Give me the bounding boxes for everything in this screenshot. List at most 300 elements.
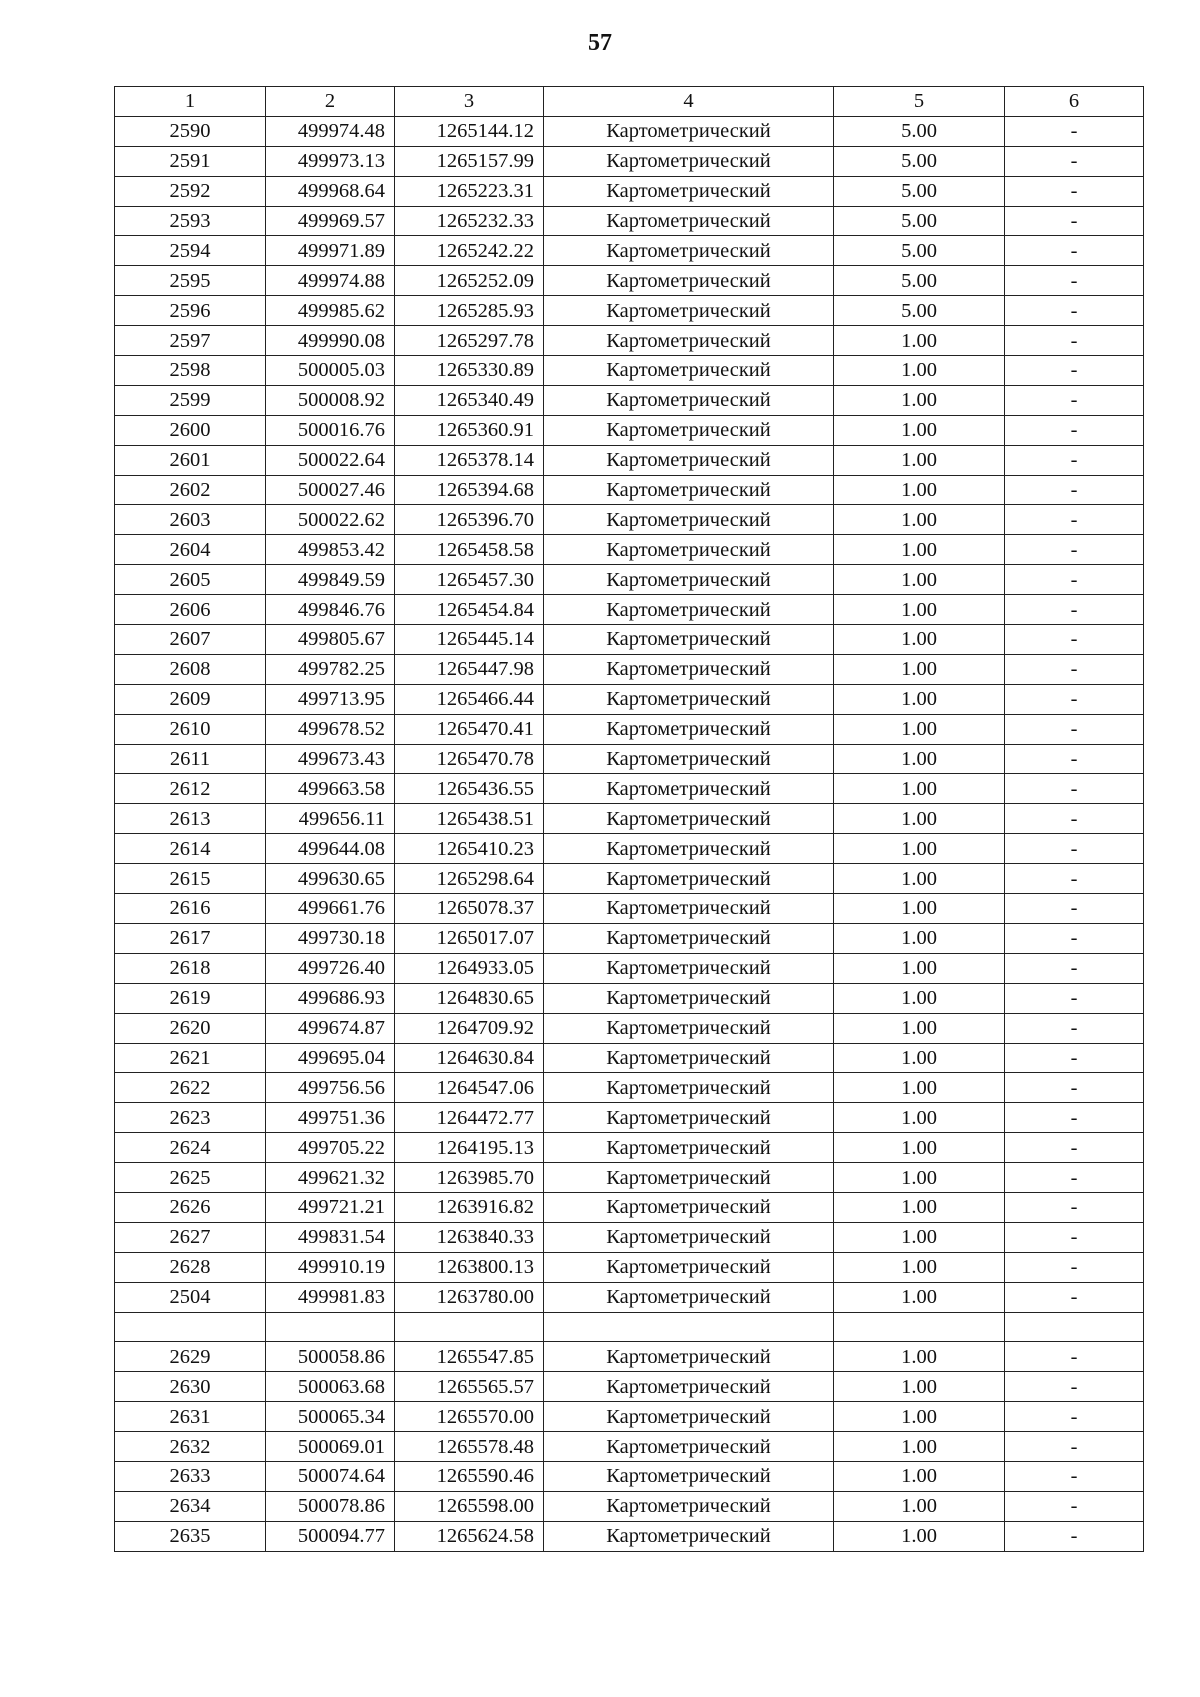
table-row — [115, 266, 1144, 296]
accuracy-cell: 1.00 — [834, 1461, 1005, 1491]
point-number-cell: 2621 — [115, 1043, 266, 1073]
x-coordinate-cell: 499678.52 — [266, 714, 395, 744]
x-coordinate-cell: 499853.42 — [266, 535, 395, 565]
point-number-cell: 2603 — [115, 505, 266, 535]
description-cell: - — [1005, 116, 1144, 146]
x-coordinate-cell: 499621.32 — [266, 1163, 395, 1193]
x-coordinate-cell: 499831.54 — [266, 1222, 395, 1252]
description-cell: - — [1005, 236, 1144, 266]
method-cell: Картометрический — [544, 1073, 834, 1103]
y-coordinate-cell: 1265438.51 — [395, 804, 544, 834]
accuracy-cell: 1.00 — [834, 1402, 1005, 1432]
method-cell: Картометрический — [544, 206, 834, 236]
y-coordinate-cell: 1265470.78 — [395, 744, 544, 774]
description-cell: - — [1005, 953, 1144, 983]
accuracy-cell: 1.00 — [834, 565, 1005, 595]
y-coordinate-cell: 1264547.06 — [395, 1073, 544, 1103]
y-coordinate-cell: 1265232.33 — [395, 206, 544, 236]
accuracy-cell: 1.00 — [834, 804, 1005, 834]
table-row — [115, 1103, 1144, 1133]
accuracy-cell: 1.00 — [834, 714, 1005, 744]
method-cell: Картометрический — [544, 1192, 834, 1222]
description-cell: - — [1005, 1163, 1144, 1193]
table-row — [115, 1252, 1144, 1282]
table-row — [115, 1282, 1144, 1312]
y-coordinate-cell: 1265547.85 — [395, 1342, 544, 1372]
description-cell: - — [1005, 146, 1144, 176]
x-coordinate-cell: 499756.56 — [266, 1073, 395, 1103]
description-cell: - — [1005, 1013, 1144, 1043]
description-cell: - — [1005, 176, 1144, 206]
header-cell: 4 — [544, 87, 834, 117]
header-cell: 3 — [395, 87, 544, 117]
y-coordinate-cell: 1265340.49 — [395, 385, 544, 415]
y-coordinate-cell: 1263840.33 — [395, 1222, 544, 1252]
point-number-cell: 2625 — [115, 1163, 266, 1193]
method-cell: Картометрический — [544, 804, 834, 834]
y-coordinate-cell: 1265454.84 — [395, 595, 544, 625]
description-cell: - — [1005, 1222, 1144, 1252]
table-row — [115, 385, 1144, 415]
method-cell: Картометрический — [544, 1222, 834, 1252]
accuracy-cell: 1.00 — [834, 385, 1005, 415]
table-row — [115, 834, 1144, 864]
y-coordinate-cell: 1264709.92 — [395, 1013, 544, 1043]
accuracy-cell: 1.00 — [834, 1521, 1005, 1551]
accuracy-cell: 1.00 — [834, 356, 1005, 386]
accuracy-cell: 1.00 — [834, 505, 1005, 535]
y-coordinate-cell: 1265157.99 — [395, 146, 544, 176]
accuracy-cell: 1.00 — [834, 1372, 1005, 1402]
description-cell: - — [1005, 625, 1144, 655]
table-row — [115, 1402, 1144, 1432]
point-number-cell: 2622 — [115, 1073, 266, 1103]
method-cell: Картометрический — [544, 176, 834, 206]
accuracy-cell: 1.00 — [834, 625, 1005, 655]
y-coordinate-cell: 1264933.05 — [395, 953, 544, 983]
point-number-cell: 2617 — [115, 923, 266, 953]
table-row — [115, 356, 1144, 386]
method-cell: Картометрический — [544, 864, 834, 894]
y-coordinate-cell: 1265470.41 — [395, 714, 544, 744]
y-coordinate-cell: 1263916.82 — [395, 1192, 544, 1222]
point-number-cell: 2629 — [115, 1342, 266, 1372]
x-coordinate-cell: 500069.01 — [266, 1432, 395, 1462]
point-number-cell: 2593 — [115, 206, 266, 236]
table-row — [115, 744, 1144, 774]
description-cell: - — [1005, 565, 1144, 595]
y-coordinate-cell: 1264472.77 — [395, 1103, 544, 1133]
y-coordinate-cell: 1265624.58 — [395, 1521, 544, 1551]
description-cell: - — [1005, 1073, 1144, 1103]
table-row — [115, 864, 1144, 894]
x-coordinate-cell: 499971.89 — [266, 236, 395, 266]
y-coordinate-cell: 1265570.00 — [395, 1402, 544, 1432]
point-number-cell: 2606 — [115, 595, 266, 625]
accuracy-cell: 1.00 — [834, 326, 1005, 356]
y-coordinate-cell: 1265378.14 — [395, 445, 544, 475]
table-row — [115, 774, 1144, 804]
y-coordinate-cell: 1265242.22 — [395, 236, 544, 266]
point-number-cell: 2602 — [115, 475, 266, 505]
x-coordinate-cell: 500094.77 — [266, 1521, 395, 1551]
x-coordinate-cell: 499846.76 — [266, 595, 395, 625]
point-number-cell: 2623 — [115, 1103, 266, 1133]
table-row — [115, 1222, 1144, 1252]
x-coordinate-cell: 499713.95 — [266, 684, 395, 714]
method-cell: Картометрический — [544, 1133, 834, 1163]
table-row — [115, 804, 1144, 834]
accuracy-cell: 1.00 — [834, 1252, 1005, 1282]
method-cell: Картометрический — [544, 774, 834, 804]
x-coordinate-cell: 500008.92 — [266, 385, 395, 415]
point-number-cell: 2610 — [115, 714, 266, 744]
method-cell: Картометрический — [544, 296, 834, 326]
point-number-cell: 2613 — [115, 804, 266, 834]
point-number-cell: 2597 — [115, 326, 266, 356]
description-cell: - — [1005, 326, 1144, 356]
table-row — [115, 1192, 1144, 1222]
accuracy-cell: 1.00 — [834, 445, 1005, 475]
description-cell: - — [1005, 744, 1144, 774]
description-cell: - — [1005, 774, 1144, 804]
description-cell: - — [1005, 1043, 1144, 1073]
y-coordinate-cell: 1265017.07 — [395, 923, 544, 953]
x-coordinate-cell: 499673.43 — [266, 744, 395, 774]
method-cell: Картометрический — [544, 714, 834, 744]
empty-cell — [266, 1312, 395, 1342]
method-cell: Картометрический — [544, 1013, 834, 1043]
accuracy-cell: 5.00 — [834, 116, 1005, 146]
x-coordinate-cell: 499730.18 — [266, 923, 395, 953]
accuracy-cell: 1.00 — [834, 953, 1005, 983]
point-number-cell: 2620 — [115, 1013, 266, 1043]
description-cell: - — [1005, 595, 1144, 625]
x-coordinate-cell: 499981.83 — [266, 1282, 395, 1312]
empty-cell — [544, 1312, 834, 1342]
description-cell: - — [1005, 266, 1144, 296]
x-coordinate-cell: 499695.04 — [266, 1043, 395, 1073]
x-coordinate-cell: 500022.62 — [266, 505, 395, 535]
point-number-cell: 2611 — [115, 744, 266, 774]
method-cell: Картометрический — [544, 326, 834, 356]
description-cell: - — [1005, 1432, 1144, 1462]
y-coordinate-cell: 1265252.09 — [395, 266, 544, 296]
method-cell: Картометрический — [544, 684, 834, 714]
y-coordinate-cell: 1265410.23 — [395, 834, 544, 864]
method-cell: Картометрический — [544, 1402, 834, 1432]
accuracy-cell: 1.00 — [834, 415, 1005, 445]
method-cell: Картометрический — [544, 923, 834, 953]
table-row — [115, 1372, 1144, 1402]
x-coordinate-cell: 499674.87 — [266, 1013, 395, 1043]
x-coordinate-cell: 500005.03 — [266, 356, 395, 386]
point-number-cell: 2594 — [115, 236, 266, 266]
point-number-cell: 2614 — [115, 834, 266, 864]
table-row — [115, 146, 1144, 176]
table-row — [115, 1521, 1144, 1551]
y-coordinate-cell: 1265445.14 — [395, 625, 544, 655]
accuracy-cell: 5.00 — [834, 296, 1005, 326]
x-coordinate-cell: 499974.88 — [266, 266, 395, 296]
accuracy-cell: 1.00 — [834, 1043, 1005, 1073]
point-number-cell: 2592 — [115, 176, 266, 206]
method-cell: Картометрический — [544, 565, 834, 595]
y-coordinate-cell: 1265578.48 — [395, 1432, 544, 1462]
y-coordinate-cell: 1264630.84 — [395, 1043, 544, 1073]
x-coordinate-cell: 499661.76 — [266, 894, 395, 924]
description-cell: - — [1005, 654, 1144, 684]
y-coordinate-cell: 1263780.00 — [395, 1282, 544, 1312]
x-coordinate-cell: 500078.86 — [266, 1491, 395, 1521]
point-number-cell: 2616 — [115, 894, 266, 924]
page-number: 57 — [588, 30, 612, 56]
point-number-cell: 2618 — [115, 953, 266, 983]
x-coordinate-cell: 500074.64 — [266, 1461, 395, 1491]
accuracy-cell: 1.00 — [834, 1133, 1005, 1163]
description-cell: - — [1005, 415, 1144, 445]
empty-cell — [1005, 1312, 1144, 1342]
y-coordinate-cell: 1265457.30 — [395, 565, 544, 595]
method-cell: Картометрический — [544, 1342, 834, 1372]
table-row — [115, 714, 1144, 744]
method-cell: Картометрический — [544, 146, 834, 176]
description-cell: - — [1005, 983, 1144, 1013]
table-row — [115, 1013, 1144, 1043]
header-cell: 1 — [115, 87, 266, 117]
description-cell: - — [1005, 714, 1144, 744]
description-cell: - — [1005, 923, 1144, 953]
point-number-cell: 2635 — [115, 1521, 266, 1551]
method-cell: Картометрический — [544, 625, 834, 655]
y-coordinate-cell: 1265458.58 — [395, 535, 544, 565]
table-row — [115, 684, 1144, 714]
point-number-cell: 2628 — [115, 1252, 266, 1282]
group-separator-row — [115, 1312, 1144, 1342]
x-coordinate-cell: 499968.64 — [266, 176, 395, 206]
header-cell: 5 — [834, 87, 1005, 117]
x-coordinate-cell: 500022.64 — [266, 445, 395, 475]
table-row — [115, 1133, 1144, 1163]
accuracy-cell: 5.00 — [834, 206, 1005, 236]
table-row — [115, 565, 1144, 595]
x-coordinate-cell: 499910.19 — [266, 1252, 395, 1282]
accuracy-cell: 1.00 — [834, 1192, 1005, 1222]
y-coordinate-cell: 1265078.37 — [395, 894, 544, 924]
method-cell: Картометрический — [544, 475, 834, 505]
point-number-cell: 2605 — [115, 565, 266, 595]
y-coordinate-cell: 1263800.13 — [395, 1252, 544, 1282]
description-cell: - — [1005, 834, 1144, 864]
description-cell: - — [1005, 385, 1144, 415]
table-row — [115, 206, 1144, 236]
description-cell: - — [1005, 1491, 1144, 1521]
description-cell: - — [1005, 1282, 1144, 1312]
point-number-cell: 2604 — [115, 535, 266, 565]
table-row — [115, 1163, 1144, 1193]
description-cell: - — [1005, 684, 1144, 714]
y-coordinate-cell: 1265285.93 — [395, 296, 544, 326]
table-row — [115, 445, 1144, 475]
header-cell: 2 — [266, 87, 395, 117]
x-coordinate-cell: 499726.40 — [266, 953, 395, 983]
accuracy-cell: 1.00 — [834, 535, 1005, 565]
accuracy-cell: 1.00 — [834, 1073, 1005, 1103]
y-coordinate-cell: 1265447.98 — [395, 654, 544, 684]
method-cell: Картометрический — [544, 385, 834, 415]
method-cell: Картометрический — [544, 1043, 834, 1073]
point-number-cell: 2633 — [115, 1461, 266, 1491]
accuracy-cell: 1.00 — [834, 834, 1005, 864]
description-cell: - — [1005, 1461, 1144, 1491]
y-coordinate-cell: 1265598.00 — [395, 1491, 544, 1521]
method-cell: Картометрический — [544, 535, 834, 565]
description-cell: - — [1005, 356, 1144, 386]
description-cell: - — [1005, 1372, 1144, 1402]
point-number-cell: 2607 — [115, 625, 266, 655]
table-row — [115, 116, 1144, 146]
accuracy-cell: 1.00 — [834, 923, 1005, 953]
table-row — [115, 1491, 1144, 1521]
point-number-cell: 2591 — [115, 146, 266, 176]
y-coordinate-cell: 1265330.89 — [395, 356, 544, 386]
x-coordinate-cell: 499751.36 — [266, 1103, 395, 1133]
x-coordinate-cell: 500065.34 — [266, 1402, 395, 1432]
accuracy-cell: 1.00 — [834, 475, 1005, 505]
empty-cell — [834, 1312, 1005, 1342]
accuracy-cell: 1.00 — [834, 1013, 1005, 1043]
point-number-cell: 2601 — [115, 445, 266, 475]
x-coordinate-cell: 500016.76 — [266, 415, 395, 445]
point-number-cell: 2608 — [115, 654, 266, 684]
method-cell: Картометрический — [544, 1103, 834, 1133]
x-coordinate-cell: 499630.65 — [266, 864, 395, 894]
accuracy-cell: 1.00 — [834, 1282, 1005, 1312]
table-row — [115, 326, 1144, 356]
y-coordinate-cell: 1265394.68 — [395, 475, 544, 505]
point-number-cell: 2631 — [115, 1402, 266, 1432]
accuracy-cell: 1.00 — [834, 684, 1005, 714]
x-coordinate-cell: 499973.13 — [266, 146, 395, 176]
description-cell: - — [1005, 894, 1144, 924]
accuracy-cell: 1.00 — [834, 744, 1005, 774]
table-row — [115, 953, 1144, 983]
accuracy-cell: 1.00 — [834, 1432, 1005, 1462]
header-cell: 6 — [1005, 87, 1144, 117]
x-coordinate-cell: 499974.48 — [266, 116, 395, 146]
method-cell: Картометрический — [544, 1163, 834, 1193]
method-cell: Картометрический — [544, 894, 834, 924]
description-cell: - — [1005, 1342, 1144, 1372]
table-row — [115, 176, 1144, 206]
y-coordinate-cell: 1265396.70 — [395, 505, 544, 535]
method-cell: Картометрический — [544, 445, 834, 475]
method-cell: Картометрический — [544, 1491, 834, 1521]
description-cell: - — [1005, 1103, 1144, 1133]
table-row — [115, 505, 1144, 535]
method-cell: Картометрический — [544, 1372, 834, 1402]
point-number-cell: 2598 — [115, 356, 266, 386]
method-cell: Картометрический — [544, 1282, 834, 1312]
point-number-cell: 2615 — [115, 864, 266, 894]
empty-cell — [115, 1312, 266, 1342]
x-coordinate-cell: 499849.59 — [266, 565, 395, 595]
point-number-cell: 2612 — [115, 774, 266, 804]
accuracy-cell: 5.00 — [834, 236, 1005, 266]
x-coordinate-cell: 499969.57 — [266, 206, 395, 236]
x-coordinate-cell: 499644.08 — [266, 834, 395, 864]
method-cell: Картометрический — [544, 654, 834, 684]
method-cell: Картометрический — [544, 983, 834, 1013]
point-number-cell: 2624 — [115, 1133, 266, 1163]
accuracy-cell: 1.00 — [834, 654, 1005, 684]
y-coordinate-cell: 1265436.55 — [395, 774, 544, 804]
x-coordinate-cell: 499782.25 — [266, 654, 395, 684]
accuracy-cell: 1.00 — [834, 1491, 1005, 1521]
accuracy-cell: 1.00 — [834, 983, 1005, 1013]
point-number-cell: 2630 — [115, 1372, 266, 1402]
table-row — [115, 1043, 1144, 1073]
y-coordinate-cell: 1265144.12 — [395, 116, 544, 146]
description-cell: - — [1005, 475, 1144, 505]
point-number-cell: 2619 — [115, 983, 266, 1013]
description-cell: - — [1005, 1252, 1144, 1282]
y-coordinate-cell: 1265565.57 — [395, 1372, 544, 1402]
y-coordinate-cell: 1265466.44 — [395, 684, 544, 714]
table-row — [115, 1073, 1144, 1103]
point-number-cell: 2600 — [115, 415, 266, 445]
x-coordinate-cell: 500027.46 — [266, 475, 395, 505]
method-cell: Картометрический — [544, 116, 834, 146]
x-coordinate-cell: 499990.08 — [266, 326, 395, 356]
y-coordinate-cell: 1263985.70 — [395, 1163, 544, 1193]
description-cell: - — [1005, 445, 1144, 475]
x-coordinate-cell: 499656.11 — [266, 804, 395, 834]
description-cell: - — [1005, 1521, 1144, 1551]
table-row — [115, 415, 1144, 445]
x-coordinate-cell: 499985.62 — [266, 296, 395, 326]
accuracy-cell: 5.00 — [834, 146, 1005, 176]
y-coordinate-cell: 1265590.46 — [395, 1461, 544, 1491]
table-row — [115, 475, 1144, 505]
point-number-cell: 2609 — [115, 684, 266, 714]
accuracy-cell: 1.00 — [834, 1342, 1005, 1372]
coordinates-table — [114, 86, 1144, 1552]
accuracy-cell: 1.00 — [834, 1163, 1005, 1193]
y-coordinate-cell: 1264830.65 — [395, 983, 544, 1013]
accuracy-cell: 1.00 — [834, 595, 1005, 625]
table-row — [115, 296, 1144, 326]
x-coordinate-cell: 499663.58 — [266, 774, 395, 804]
method-cell: Картометрический — [544, 236, 834, 266]
y-coordinate-cell: 1265223.31 — [395, 176, 544, 206]
accuracy-cell: 5.00 — [834, 176, 1005, 206]
accuracy-cell: 1.00 — [834, 1103, 1005, 1133]
method-cell: Картометрический — [544, 595, 834, 625]
table-row — [115, 595, 1144, 625]
point-number-cell: 2504 — [115, 1282, 266, 1312]
method-cell: Картометрический — [544, 953, 834, 983]
method-cell: Картометрический — [544, 266, 834, 296]
description-cell: - — [1005, 804, 1144, 834]
empty-cell — [395, 1312, 544, 1342]
table-row — [115, 236, 1144, 266]
table-row — [115, 1461, 1144, 1491]
x-coordinate-cell: 500063.68 — [266, 1372, 395, 1402]
x-coordinate-cell: 499705.22 — [266, 1133, 395, 1163]
accuracy-cell: 5.00 — [834, 266, 1005, 296]
method-cell: Картометрический — [544, 834, 834, 864]
